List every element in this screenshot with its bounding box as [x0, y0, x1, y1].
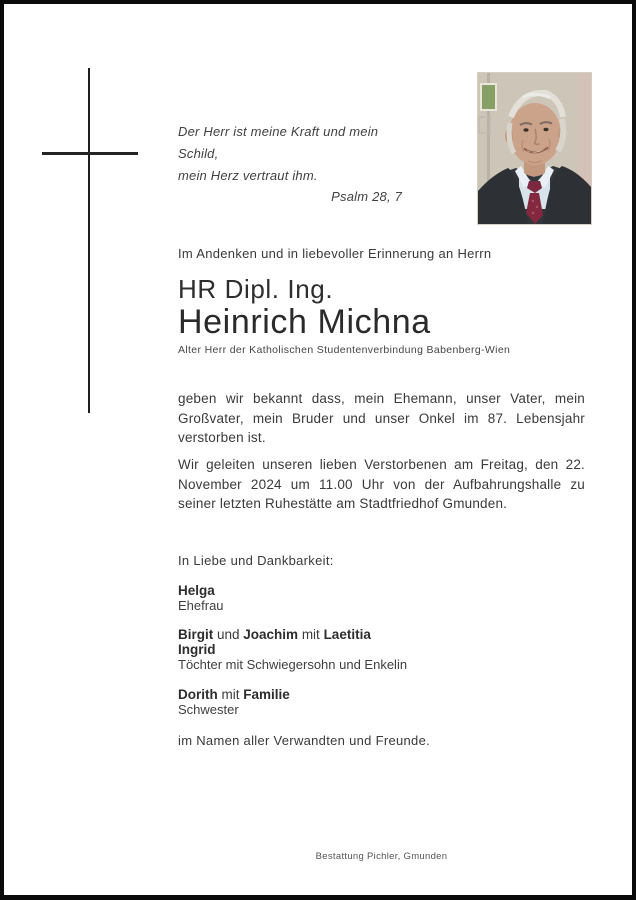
mourner-role: Ehefrau [178, 597, 224, 613]
mourner-names [178, 688, 585, 703]
closing-outro: im Namen aller Verwandten und Freunde. [178, 733, 431, 748]
mourner-name: Helga [178, 583, 215, 598]
mourner-name: Joachim [243, 627, 299, 642]
mourner-role: Töchter mit Schwiegersohn und Enkelin [178, 656, 408, 672]
announcement-paragraph: geben wir bekannt dass, mein Ehemann, unser Vater, mein Großvater, mein Bruder und unser Onkel im 87. Lebensjahr verstorben ist. [178, 391, 585, 445]
mourner-name: Familie [243, 687, 290, 702]
connector-text: mit [298, 627, 324, 642]
mourner-group-wife [178, 584, 585, 614]
mourner-name: Dorith [178, 687, 218, 702]
closing-intro: In Liebe und Dankbarkeit: [178, 553, 334, 568]
psalm-quote [178, 121, 402, 205]
connector-text: mit [217, 687, 244, 702]
deceased-title: HR Dipl. Ing. [178, 274, 334, 304]
memorial-intro: Im Andenken und in liebevoller Erinnerung an Herrn [178, 246, 492, 261]
mourner-role: Schwester [178, 701, 239, 717]
portrait-illustration [478, 73, 591, 224]
mourner-names [178, 584, 585, 599]
mourner-group-sister [178, 688, 585, 718]
funeral-home-credit: Bestattung Pichler, Gmunden [315, 851, 448, 862]
portrait-photo [478, 73, 591, 224]
mourner-name: Laetitia [323, 627, 371, 642]
mourner-names [178, 643, 585, 658]
mourner-group-daughters [178, 628, 585, 672]
cross-horizontal-bar [42, 152, 138, 155]
quote-line-2: mein Herz vertraut ihm. [178, 168, 318, 183]
mourner-name: Birgit [178, 627, 214, 642]
deceased-name: Heinrich Michna [178, 303, 431, 341]
cross-vertical-bar [88, 68, 90, 413]
funeral-details-paragraph: Wir geleiten unseren lieben Verstorbenen am Freitag, den 22. November 2024 um 11.00 Uhr von der Aufbahrungshalle zu seiner letzten Ruhestätte am Stadtfriedhof Gmunden. [178, 457, 585, 511]
connector-text: und [213, 627, 244, 642]
deceased-affiliation: Alter Herr der Katholischen Studentenverbindung Babenberg-Wien [178, 344, 511, 356]
quote-line-1: Der Herr ist meine Kraft und mein Schild, [178, 124, 379, 161]
mourner-name: Ingrid [178, 641, 216, 657]
mourner-names [178, 628, 585, 643]
quote-attribution: Psalm 28, 7 [331, 189, 402, 204]
